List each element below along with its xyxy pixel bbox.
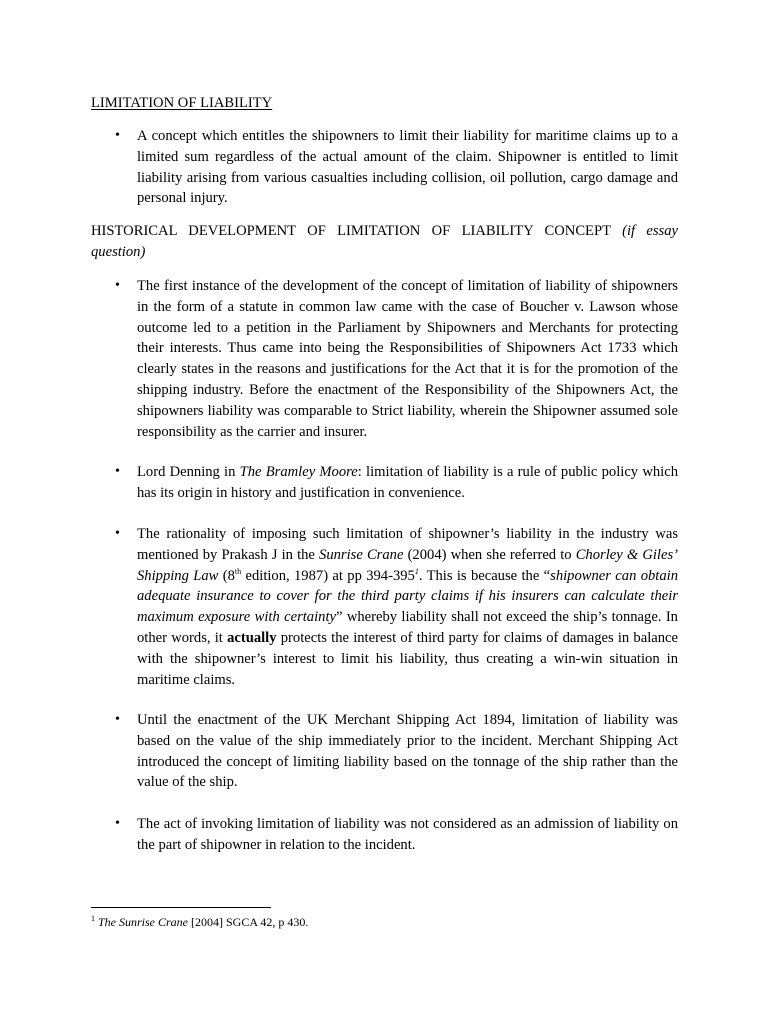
bullet-4: [91, 710, 678, 793]
bullet-text: Until the enactment of the UK Merchant Shipping Act 1894, limitation of liability was based on the value of the ship immediately prior to the incident. Merchant Shipping Act introduced the concept of limiting liability based on the tonnage of the ship rather than the value of the ship.: [137, 712, 678, 791]
bullet-marker: •: [115, 464, 120, 479]
footnote-divider: [91, 907, 271, 908]
bullet-marker: •: [115, 526, 120, 541]
case-name: The Bramley Moore: [239, 464, 358, 480]
bullet-text: The rationality of imposing such limitation of shipowner’s liability in the industry was mentioned by Prakash J in the Sunrise Crane (2004) when she referred to Chorley & Giles’ Shipping Law (8th edition, 1987) at pp $394-395^1$. This is because the “shipowner can obtain adequate insurance to cover for the third party claims if his insurers can calculate their maximum exposure with certainty” whereby liability shall not exceed the ship’s tonnage. In other words, it actually protects the interest of third party for claims of damages in balance with the shipowner’s interest to limit his liability, thus creating a win-win situation in maritime claims.: [137, 526, 679, 688]
edition-superscript: th: [234, 566, 242, 576]
section-heading-line1: HISTORICAL DEVELOPMENT OF LIMITATION OF LIABILITY CONCEPT (if essay: [91, 223, 679, 239]
document-title: LIMITATION OF LIABILITY: [91, 95, 273, 111]
bullet-text: Lord Denning in The Bramley Moore: limitation of liability is a rule of public policy which has its origin in history and justification in convenience.: [137, 464, 678, 501]
section-heading-italic: (if essay: [622, 223, 679, 239]
footnote-number: 1: [91, 914, 95, 923]
bullet-2: [91, 462, 678, 504]
quote: shipowner can obtain adequate insurance to cover for the third party claims if his insurers can calculate their maximum exposure with certainty: [137, 567, 679, 626]
bullet-text: A concept which entitles the shipowners to limit their liability for maritime claims up to a limited sum regardless of the actual amount of the claim. Shipowner is entitled to limit liability arising from various casualties including collision, oil pollution, cargo damage and personal injury.: [137, 128, 678, 207]
bullet-5: [91, 814, 678, 856]
bullet-3: [91, 524, 678, 690]
bullet-text: The act of invoking limitation of liability was not considered as an admission of liability on the part of shipowner in relation to the incident.: [137, 816, 678, 853]
emphasis: actually: [227, 629, 277, 646]
section-heading: [91, 221, 678, 263]
bullet-marker: •: [115, 816, 120, 831]
footnote-case: The Sunrise Crane: [98, 915, 188, 929]
bullet-marker: •: [115, 712, 120, 727]
bullet-text: The first instance of the development of the concept of limitation of liability of shipowners in the form of a statute in common law came with the case of Boucher v. Lawson whose outcome led to a petition in the Parliament by Shipowners and Merchants for protecting their interests. Thus came into being the Responsibilities of Shipowners Act 1733 which clearly states in the reasons and justifications for the Act that it is for the promotion of the shipping industry. Before the enactment of the Responsibility of the Shipowners Act, the shipowners liability was comparable to Strict liability, wherein the Shipowner assumed sole responsibility as the carrier and insurer.: [137, 278, 678, 440]
book-title: Chorley & Giles’ Shipping Law: [137, 546, 678, 584]
intro-bullet: [91, 126, 678, 209]
bullet-1: [91, 276, 678, 442]
case-name: Sunrise Crane: [319, 546, 404, 563]
bullet-marker: •: [115, 278, 120, 293]
footnote: $^1$ The Sunrise Crane [2004] SGCA 42, p 430.: [91, 914, 309, 929]
footnote-ref[interactable]: 1: [414, 566, 419, 576]
bullet-marker: •: [115, 128, 120, 143]
section-heading-italic-cont: question): [91, 243, 146, 260]
